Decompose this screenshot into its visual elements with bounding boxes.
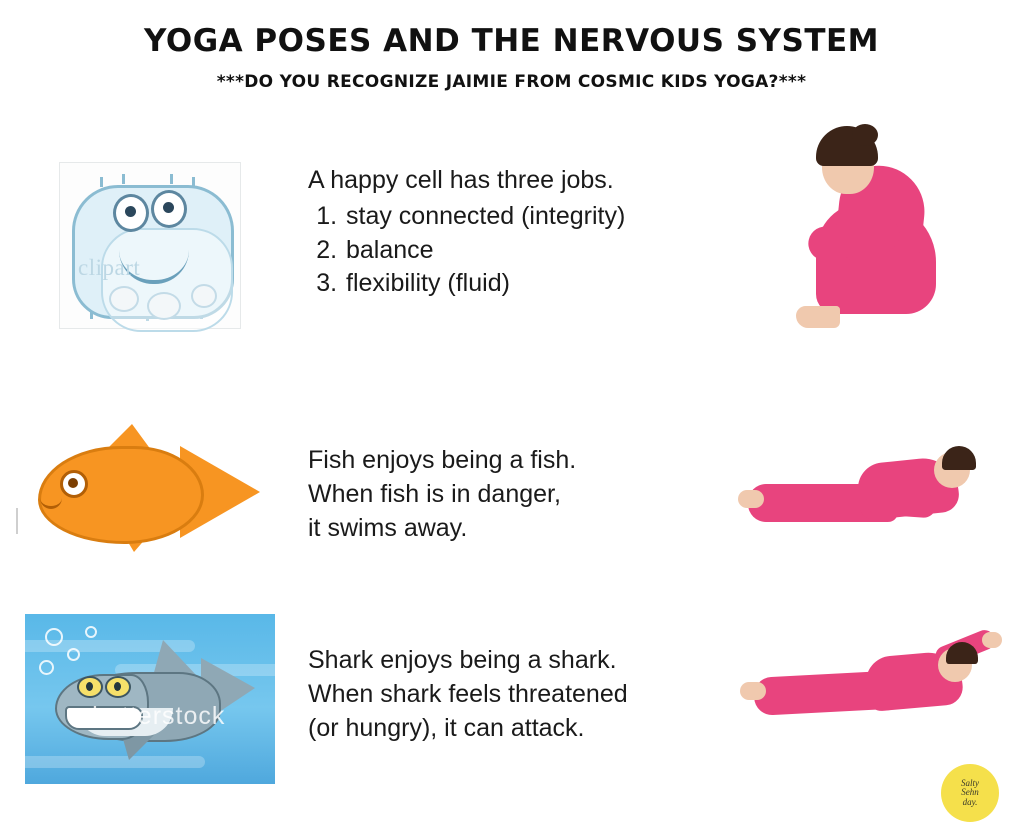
bubble-icon — [45, 628, 63, 646]
cell-vacuole — [109, 286, 139, 312]
shark-dorsal-fin — [153, 640, 197, 676]
cell-image-watermark: clipart — [78, 255, 141, 280]
fish-text-block — [300, 404, 703, 545]
brand-logo-stamp — [941, 764, 999, 822]
cell-spike-icon — [122, 174, 125, 184]
fish-photo-container — [703, 404, 1023, 556]
content-row-fish — [0, 404, 1023, 594]
fish-text-line: Fish enjoys being a fish. — [308, 446, 577, 474]
cell-eye-left-icon — [113, 194, 149, 232]
shark-text-line: (or hungry), it can attack. — [308, 713, 585, 742]
shark-text-line: Shark enjoys being a shark. — [308, 646, 617, 674]
fish-text-line: it swims away. — [308, 513, 468, 542]
bubble-icon — [85, 626, 97, 638]
content-row-shark — [0, 604, 1023, 814]
shark-photo-container — [703, 604, 1023, 750]
cell-eye-right-icon — [151, 190, 187, 228]
bubble-icon — [67, 648, 80, 661]
yoga-pose-shark-locust — [738, 620, 988, 750]
yoga-foot — [796, 306, 840, 328]
happy-cell-illustration — [59, 162, 241, 329]
logo-line-1: Salty — [961, 777, 979, 788]
fish-body — [38, 446, 204, 544]
cell-text-block — [300, 124, 703, 301]
shark-text-block — [300, 604, 703, 745]
yoga-hair-bun — [852, 124, 878, 146]
orange-fish-illustration — [30, 418, 270, 568]
shark-text-line: When shark feels threatened — [308, 679, 628, 708]
cell-jobs-list — [308, 200, 703, 301]
cell-spike-icon — [170, 174, 173, 184]
shark-eye-left-icon — [77, 676, 103, 698]
water-stripe — [25, 756, 205, 768]
fish-illustration-container — [0, 404, 300, 568]
list-item: 2. balance — [344, 234, 703, 268]
list-item: 1. stay connected (integrity) — [344, 200, 703, 234]
cell-intro-text: A happy cell has three jobs. — [308, 166, 614, 194]
yoga-hair — [942, 446, 976, 470]
cell-vacuole — [147, 292, 181, 320]
logo-line-2: Sehn — [961, 787, 979, 798]
cell-vacuole — [191, 284, 217, 308]
yoga-foot — [738, 490, 764, 508]
shark-eye-right-icon — [105, 676, 131, 698]
yoga-pose-seated-hug-knees — [768, 124, 958, 374]
logo-line-3: day. — [962, 796, 978, 807]
bubble-icon — [39, 660, 54, 675]
list-item: 3. flexibility (fluid) — [344, 267, 703, 301]
cell-illustration-container — [0, 124, 300, 329]
content-row-cell — [0, 124, 1023, 384]
cell-spike-icon — [100, 177, 103, 187]
page-subtitle: ***DO YOU RECOGNIZE JAIMIE FROM COSMIC KIDS YOGA?*** — [216, 72, 807, 93]
shark-image-watermark: shutterstock — [78, 702, 226, 730]
yoga-arm — [865, 490, 937, 519]
yoga-pose-cobra-low — [738, 436, 988, 556]
yoga-foot — [740, 682, 766, 700]
shark-illustration — [25, 614, 275, 784]
yoga-hand — [982, 632, 1002, 648]
cell-photo-container — [703, 124, 1023, 374]
cell-membrane — [72, 185, 234, 319]
fish-text-line: When fish is in danger, — [308, 479, 561, 508]
fish-eye-icon — [60, 470, 88, 498]
page-title: YOGA POSES AND THE NERVOUS SYSTEM — [144, 23, 879, 59]
shark-illustration-container — [0, 604, 300, 784]
